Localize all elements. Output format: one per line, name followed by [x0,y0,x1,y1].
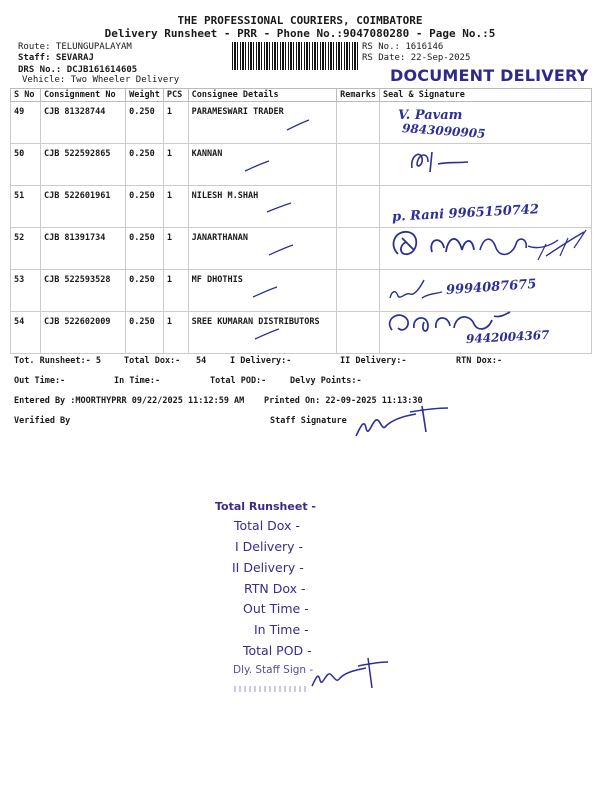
stamp-total-dox: Total Dox - [234,518,300,533]
route-label: Route: TELUNGUPALAYAM [18,42,132,52]
row-pcs: 1 [163,228,188,270]
row-weight: 0.250 [126,270,164,312]
document-delivery-heading: DOCUMENT DELIVERY [390,66,589,85]
consignee-name: MF DHOTHIS [191,275,243,285]
row-sno: 49 [11,102,41,144]
tick-mark-icon [251,284,279,300]
stamp-dly-staff-sign: Dly. Staff Sign - [233,664,314,676]
row-consignment: CJB 81328744 [40,102,125,144]
runsheet-table [10,88,592,354]
tick-mark-icon [285,118,311,132]
total-dox-label: Total Dox:- [124,356,181,366]
row-consignee [188,186,336,228]
row-consignment: CJB 522592865 [40,144,125,186]
signature-icon [406,146,476,176]
runsheet-title: Delivery Runsheet - PRR - Phone No.:9047080280 - Page No.:5 [104,27,496,40]
out-time-label: Out Time:- [14,376,66,386]
row-remarks [337,270,380,312]
staff-signature-label: Staff Signature [270,416,347,426]
row-consignee [188,144,336,186]
col-weight: Weight [126,89,164,102]
consignee-name: PARAMESWARI TRADER [191,107,284,117]
rs-date: RS Date: 22-Sep-2025 [362,53,471,63]
table-header-row [11,89,592,102]
row-remarks [337,312,380,354]
verified-by-label: Verified By [14,416,71,426]
row-sno: 54 [11,312,41,354]
row-consignment: CJB 522593528 [40,270,125,312]
row-pcs: 1 [163,312,188,354]
tamil-signature-icon [388,226,593,266]
scribble-signature-icon [386,276,446,302]
entered-by: Entered By :MOORTHYPRR 09/22/2025 11:12:59 AM [14,396,245,406]
row-consignment: CJB 522601961 [40,186,125,228]
staff-label: Staff: SEVARAJ [18,53,94,63]
row-sno: 53 [11,270,41,312]
row-consignee [188,102,336,144]
row-seal-signature [379,144,591,186]
stamp-i-delivery: I Delivery - [235,539,304,554]
col-seal-signature: Seal & Signature [379,89,591,102]
handwritten-phone: 9442004367 [465,327,550,347]
handwritten-receiver: p. Rani 9965150742 [391,202,540,225]
table-row [11,102,592,144]
table-row [11,186,592,228]
col-sno: S No [11,89,41,102]
row-remarks [337,102,380,144]
in-time-label: In Time:- [114,376,161,386]
stamp-in-time: In Time - [254,622,309,637]
handwritten-phone: 9843090905 [401,121,486,141]
stamp-ii-delivery: II Delivery - [232,560,304,575]
row-sno: 51 [11,186,41,228]
row-seal-signature [379,186,591,228]
row-pcs: 1 [163,270,188,312]
barcode [232,42,360,70]
row-weight: 0.250 [126,102,164,144]
row-seal-signature [379,270,591,312]
staff-signature-icon [352,402,452,442]
stamp-faded-line [234,686,306,692]
tick-mark-icon [243,158,271,174]
row-weight: 0.250 [126,228,164,270]
drs-number: DRS No.: DCJB161614605 [18,65,138,75]
rtn-dox-label: RTN Dox:- [456,356,503,366]
row-seal-signature [379,102,591,144]
vehicle-label: Vehicle: Two Wheeler Delivery [22,75,180,85]
row-consignment: CJB 522602009 [40,312,125,354]
total-runsheet: Tot. Runsheet:- 5 [14,356,101,366]
row-weight: 0.250 [126,186,164,228]
tick-mark-icon [253,326,281,342]
consignee-name: KANNAN [191,149,223,159]
row-consignee [188,312,336,354]
stamp-out-time: Out Time - [243,601,309,616]
row-consignee [188,228,336,270]
row-pcs: 1 [163,102,188,144]
row-seal-signature [379,312,591,354]
printed-on: Printed On: 22-09-2025 11:13:30 [264,396,423,406]
stamp-signature-icon [310,654,390,694]
rs-number: RS No.: 1616146 [362,42,444,52]
company-title: THE PROFESSIONAL COURIERS, COIMBATORE [177,14,423,27]
table-row [11,312,592,354]
row-sno: 52 [11,228,41,270]
col-consignee: Consignee Details [188,89,336,102]
row-weight: 0.250 [126,312,164,354]
col-pcs: PCS [163,89,188,102]
table-row [11,270,592,312]
row-weight: 0.250 [126,144,164,186]
total-dox-value: 54 [196,356,207,366]
col-remarks: Remarks [337,89,380,102]
row-remarks [337,228,380,270]
consignee-name: JANARTHANAN [191,233,248,243]
tick-mark-icon [267,242,295,258]
handwritten-phone: 9994087675 [445,276,537,299]
stamp-total-pod: Total POD - [243,643,312,658]
col-consignment: Consignment No [40,89,125,102]
row-pcs: 1 [163,144,188,186]
row-remarks [337,144,380,186]
row-remarks [337,186,380,228]
table-row [11,228,592,270]
row-pcs: 1 [163,186,188,228]
stamp-total-runsheet: Total Runsheet - [215,500,316,513]
i-delivery-label: I Delivery:- [230,356,292,366]
total-pod-label: Total POD:- [210,376,267,386]
handwritten-name: V. Pavam [397,108,463,123]
row-consignee [188,270,336,312]
consignee-name: NILESH M.SHAH [191,191,259,201]
row-sno: 50 [11,144,41,186]
row-seal-signature [379,228,591,270]
consignee-name: SREE KUMARAN DISTRIBUTORS [191,317,320,327]
table-row [11,144,592,186]
ii-delivery-label: II Delivery:- [340,356,407,366]
delivery-points-label: Delvy Points:- [290,376,362,386]
row-consignment: CJB 81391734 [40,228,125,270]
tick-mark-icon [265,200,293,214]
stamp-rtn-dox: RTN Dox - [244,581,306,596]
